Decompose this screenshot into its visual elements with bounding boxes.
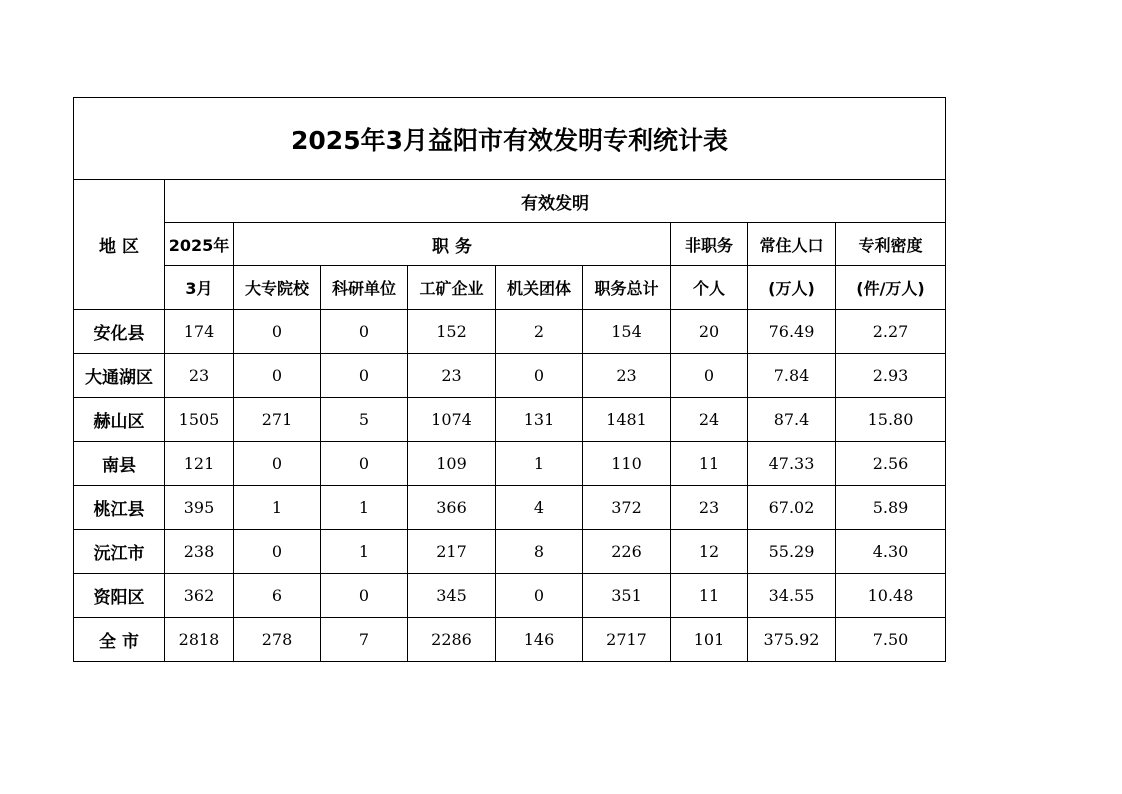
region-cell: 赫山区: [74, 398, 165, 442]
data-cell: 0: [234, 310, 321, 354]
data-cell: 2818: [165, 618, 234, 662]
col-header-research: 科研单位: [321, 266, 408, 310]
valid-invention-header: 有效发明: [165, 180, 946, 223]
region-header: 地 区: [74, 180, 165, 310]
data-cell: 7.50: [836, 618, 946, 662]
data-cell: 0: [496, 354, 583, 398]
col-header-service-total: 职务总计: [583, 266, 671, 310]
data-cell: 10.48: [836, 574, 946, 618]
data-cell: 7.84: [748, 354, 836, 398]
data-cell: 11: [671, 442, 748, 486]
data-cell: 76.49: [748, 310, 836, 354]
data-cell: 11: [671, 574, 748, 618]
data-cell: 1: [321, 530, 408, 574]
population-header-line1: 常住人口: [748, 223, 836, 266]
data-cell: 0: [321, 442, 408, 486]
region-cell: 资阳区: [74, 574, 165, 618]
data-cell: 1481: [583, 398, 671, 442]
data-cell: 131: [496, 398, 583, 442]
table-row: [74, 486, 946, 530]
data-cell: 2: [496, 310, 583, 354]
region-cell: 沅江市: [74, 530, 165, 574]
data-cell: 372: [583, 486, 671, 530]
data-cell: 121: [165, 442, 234, 486]
data-cell: 345: [408, 574, 496, 618]
data-cell: 174: [165, 310, 234, 354]
data-cell: 1: [496, 442, 583, 486]
data-cell: 8: [496, 530, 583, 574]
data-cell: 5.89: [836, 486, 946, 530]
data-cell: 34.55: [748, 574, 836, 618]
table-row: [74, 442, 946, 486]
data-cell: 217: [408, 530, 496, 574]
data-cell: 87.4: [748, 398, 836, 442]
total-row: [74, 618, 946, 662]
data-cell: 278: [234, 618, 321, 662]
data-cell: 375.92: [748, 618, 836, 662]
data-cell: 0: [234, 530, 321, 574]
table-row: [74, 354, 946, 398]
data-cell: 67.02: [748, 486, 836, 530]
data-cell: 351: [583, 574, 671, 618]
population-header-line2: (万人): [748, 266, 836, 310]
col-header-organizations: 机关团体: [496, 266, 583, 310]
data-cell: 0: [496, 574, 583, 618]
data-cell: 0: [671, 354, 748, 398]
data-cell: 110: [583, 442, 671, 486]
data-cell: 23: [671, 486, 748, 530]
non-service-header-line1: 非职务: [671, 223, 748, 266]
data-cell: 238: [165, 530, 234, 574]
data-cell: 6: [234, 574, 321, 618]
data-cell: 1074: [408, 398, 496, 442]
data-cell: 366: [408, 486, 496, 530]
data-cell: 12: [671, 530, 748, 574]
data-cell: 0: [234, 354, 321, 398]
data-cell: 152: [408, 310, 496, 354]
data-cell: 1: [321, 486, 408, 530]
data-cell: 23: [165, 354, 234, 398]
density-header-line2: (件/万人): [836, 266, 946, 310]
table-row: [74, 310, 946, 354]
data-cell: 24: [671, 398, 748, 442]
col-header-industry: 工矿企业: [408, 266, 496, 310]
table-row: [74, 574, 946, 618]
table-title: 2025年3月益阳市有效发明专利统计表: [74, 98, 946, 180]
data-cell: 0: [234, 442, 321, 486]
data-cell: 2286: [408, 618, 496, 662]
data-cell: 4.30: [836, 530, 946, 574]
data-cell: 5: [321, 398, 408, 442]
data-cell: 1505: [165, 398, 234, 442]
data-cell: 4: [496, 486, 583, 530]
table-row: [74, 398, 946, 442]
data-cell: 146: [496, 618, 583, 662]
data-cell: 23: [583, 354, 671, 398]
month-header-line2: 3月: [165, 266, 234, 310]
table-row: [74, 530, 946, 574]
data-cell: 23: [408, 354, 496, 398]
density-header-line1: 专利密度: [836, 223, 946, 266]
non-service-header-line2: 个人: [671, 266, 748, 310]
data-cell: 154: [583, 310, 671, 354]
data-cell: 7: [321, 618, 408, 662]
region-cell: 安化县: [74, 310, 165, 354]
data-cell: 20: [671, 310, 748, 354]
data-cell: 362: [165, 574, 234, 618]
data-cell: 109: [408, 442, 496, 486]
data-cell: 101: [671, 618, 748, 662]
patent-stats-table: [73, 97, 946, 662]
data-cell: 271: [234, 398, 321, 442]
col-header-colleges: 大专院校: [234, 266, 321, 310]
data-cell: 55.29: [748, 530, 836, 574]
data-cell: 2.56: [836, 442, 946, 486]
region-cell: 全 市: [74, 618, 165, 662]
data-cell: 395: [165, 486, 234, 530]
month-header-line1: 2025年: [165, 223, 234, 266]
data-cell: 226: [583, 530, 671, 574]
region-cell: 南县: [74, 442, 165, 486]
data-cell: 2.93: [836, 354, 946, 398]
data-cell: 0: [321, 310, 408, 354]
service-header: 职 务: [234, 223, 671, 266]
region-cell: 大通湖区: [74, 354, 165, 398]
data-cell: 47.33: [748, 442, 836, 486]
data-cell: 1: [234, 486, 321, 530]
data-cell: 0: [321, 574, 408, 618]
data-cell: 15.80: [836, 398, 946, 442]
data-cell: 2.27: [836, 310, 946, 354]
data-cell: 0: [321, 354, 408, 398]
region-cell: 桃江县: [74, 486, 165, 530]
data-cell: 2717: [583, 618, 671, 662]
